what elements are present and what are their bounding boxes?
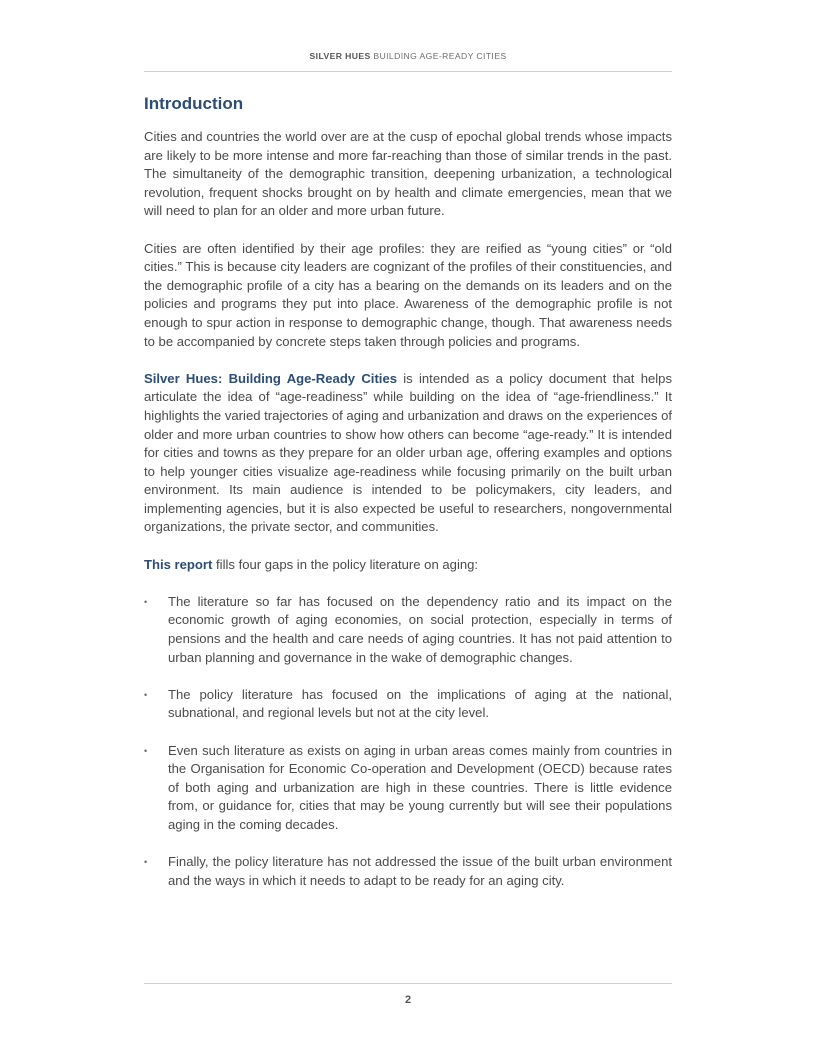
header-divider (144, 71, 672, 72)
list-item-text: Finally, the policy literature has not addressed the issue of the built urban environment and the ways in which it needs to adapt to be ready for an aging city. (168, 854, 672, 888)
running-header-rest: BUILDING AGE-READY CITIES (373, 51, 507, 61)
report-description-text: is intended as a policy document that helps articulate the idea of “age-readiness” while building on the idea of “age-friendliness.” It highlights the varied trajectories of aging and urbanization and draws on the experiences of older and more urban countries to show how others can become “age-ready.” It is intended for cities and towns as they prepare for an older urban age, offering examples and options to help younger cities visualize age-readiness while focusing primarily on the built urban environment. Its main audience is intended to be policymakers, city leaders, and implementing agencies, but it is also expected be useful to researchers, nongovernmental organizations, the private sector, and communities. (144, 370, 673, 535)
gaps-intro-text: fills four gaps in the policy literature on aging: (212, 556, 479, 572)
running-header-bold: SILVER HUES (309, 51, 371, 61)
report-title: Silver Hues: Building Age-Ready Cities (144, 370, 398, 386)
list-item (144, 593, 672, 667)
bullet-icon: • (144, 745, 148, 756)
section-heading: Introduction (144, 94, 244, 113)
list-item-text: The literature so far has focused on the dependency ratio and its impact on the economic growth of aging economies, on social protection, especially in terms of pensions and the health and care needs of aging countries. It has not paid attention to urban planning and governance in the wake of demographic changes. (168, 593, 672, 665)
paragraph-report-description (144, 370, 672, 537)
running-header (144, 51, 672, 61)
list-item-text: Even such literature as exists on aging in urban areas comes mainly from countries in the Organisation for Economic Co-operation and Development (OECD) because rates of both aging and urbanization are high in these countries. There is little evidence from, or guidance for, cities that may be young currently but will see their populations aging in the coming decades. (168, 742, 672, 832)
list-item (144, 686, 672, 723)
bullet-icon: • (144, 596, 148, 607)
paragraph-gaps-intro (144, 556, 672, 575)
this-report-label: This report (144, 556, 213, 572)
footer-divider (144, 983, 672, 984)
gaps-list (144, 593, 672, 891)
page-number: 2 (404, 994, 412, 1006)
list-item-text: The policy literature has focused on the implications of aging at the national, subnational, and regional levels but not at the city level. (168, 686, 672, 721)
bullet-icon: • (144, 857, 148, 868)
paragraph-2: Cities are often identified by their age profiles: they are reified as “young cities” or “old cities.” This is because city leaders are cognizant of the profiles of their constituencies, and the demographic profile of a city has a bearing on the demands on its leaders and on the policies and programs they put into place. Awareness of the demographic profile is not enough to spur action in response to demographic change, though. That awareness needs to be accompanied by concrete steps taken through policies and programs. (144, 240, 672, 349)
bullet-icon: • (144, 689, 148, 700)
list-item (144, 742, 672, 835)
paragraph-1: Cities and countries the world over are at the cusp of epochal global trends whose impacts are likely to be more intense and more far-reaching than those of similar trends in the past. The simultaneity of the demographic transition, deepening urbanization, a technological revolution, frequent shocks brought on by health and climate emergencies, mean that we will need to plan for an older and more urban future. (144, 129, 672, 219)
list-item (144, 853, 672, 890)
page-body (144, 92, 672, 909)
